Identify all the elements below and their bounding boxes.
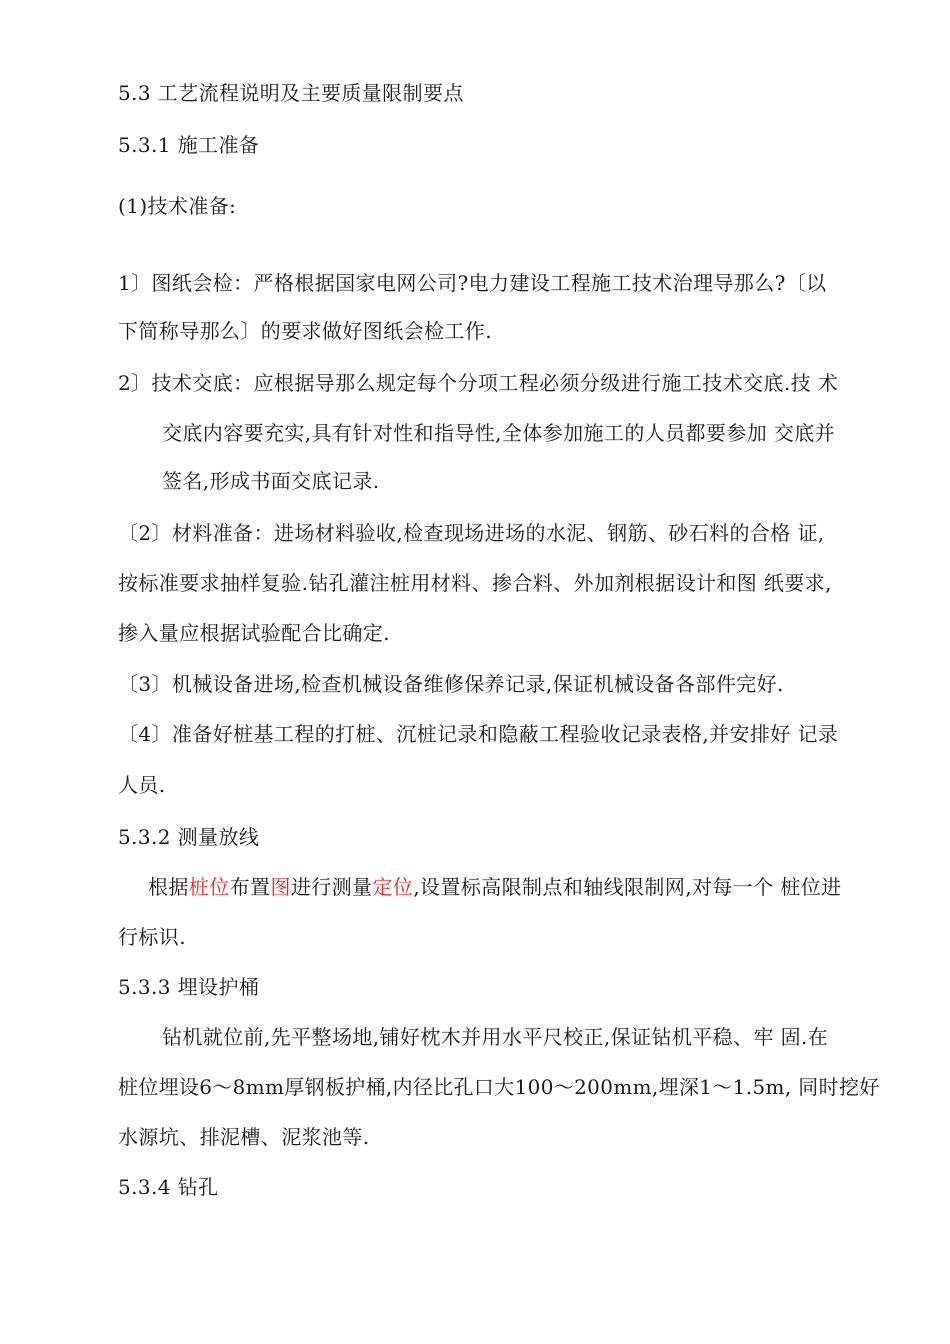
paragraph-line: 人员. [118, 773, 166, 797]
section-heading-5-3-3: 5.3.3 埋设护桶 [118, 975, 260, 999]
highlighted-text: 定位 [372, 875, 414, 899]
paragraph-line: 下简称导那么〕的要求做好图纸会检工作. [118, 319, 492, 343]
section-heading-5-3: 5.3 工艺流程说明及主要质量限制要点 [118, 81, 464, 105]
paragraph-line: 2〕技术交底：应根据导那么规定每个分项工程必须分级进行施工技术交底.技 术 [118, 371, 839, 395]
section-heading-5-3-1: 5.3.1 施工准备 [118, 133, 260, 157]
paragraph-line: 〔4〕准备好桩基工程的打桩、沉桩记录和隐蔽工程验收记录表格,并安排好 记录 [118, 722, 839, 746]
text-segment: 布置 [229, 875, 271, 899]
text-segment: 进行测量 [290, 875, 373, 899]
paragraph-line: 按标准要求抽样复验.钻孔灌注桩用材料、掺合料、外加剂根据设计和图 纸要求, [118, 571, 832, 595]
paragraph-line: 交底内容要充实,具有针对性和指导性,全体参加施工的人员都要参加 交底并 [162, 421, 836, 445]
paragraph-line: 掺入量应根据试验配合比确定. [118, 621, 390, 645]
paragraph-line: 签名,形成书面交底记录. [162, 469, 380, 493]
paragraph-line: 桩位埋设6〜8mm厚钢板护桶,内径比孔口大100〜200mm,埋深1〜1.5m, 同时挖好 [118, 1075, 880, 1099]
highlighted-text: 图 [270, 875, 291, 899]
text-segment: 根据 [148, 875, 189, 899]
paragraph-line: 〔2〕材料准备：进场材料验收,检查现场进场的水泥、钢筋、砂石料的合格 证, [118, 521, 825, 545]
section-heading-5-3-2: 5.3.2 测量放线 [118, 825, 260, 849]
paragraph-line: 〔3〕机械设备进场,检查机械设备维修保养记录,保证机械设备各部件完好. [118, 672, 784, 696]
section-heading-5-3-4: 5.3.4 钻孔 [118, 1175, 219, 1199]
paragraph-line: 钻机就位前,先平整场地,铺好枕木并用水平尺校正,保证钻机平稳、牢 固.在 [162, 1025, 829, 1049]
paragraph-line: 1〕图纸会检：严格根据国家电网公司?电力建设工程施工技术治理导那么?〔以 [118, 271, 827, 295]
paragraph-line: 水源坑、排泥槽、泥浆池等. [118, 1125, 370, 1149]
text-segment: ,设置标高限制点和轴线限制网,对每一个 桩位进 [413, 875, 842, 899]
paragraph-line: 行标识. [118, 925, 186, 949]
item-heading-technical-prep: (1)技术准备: [118, 194, 237, 218]
paragraph-line [148, 874, 842, 900]
highlighted-text: 桩位 [188, 875, 230, 899]
